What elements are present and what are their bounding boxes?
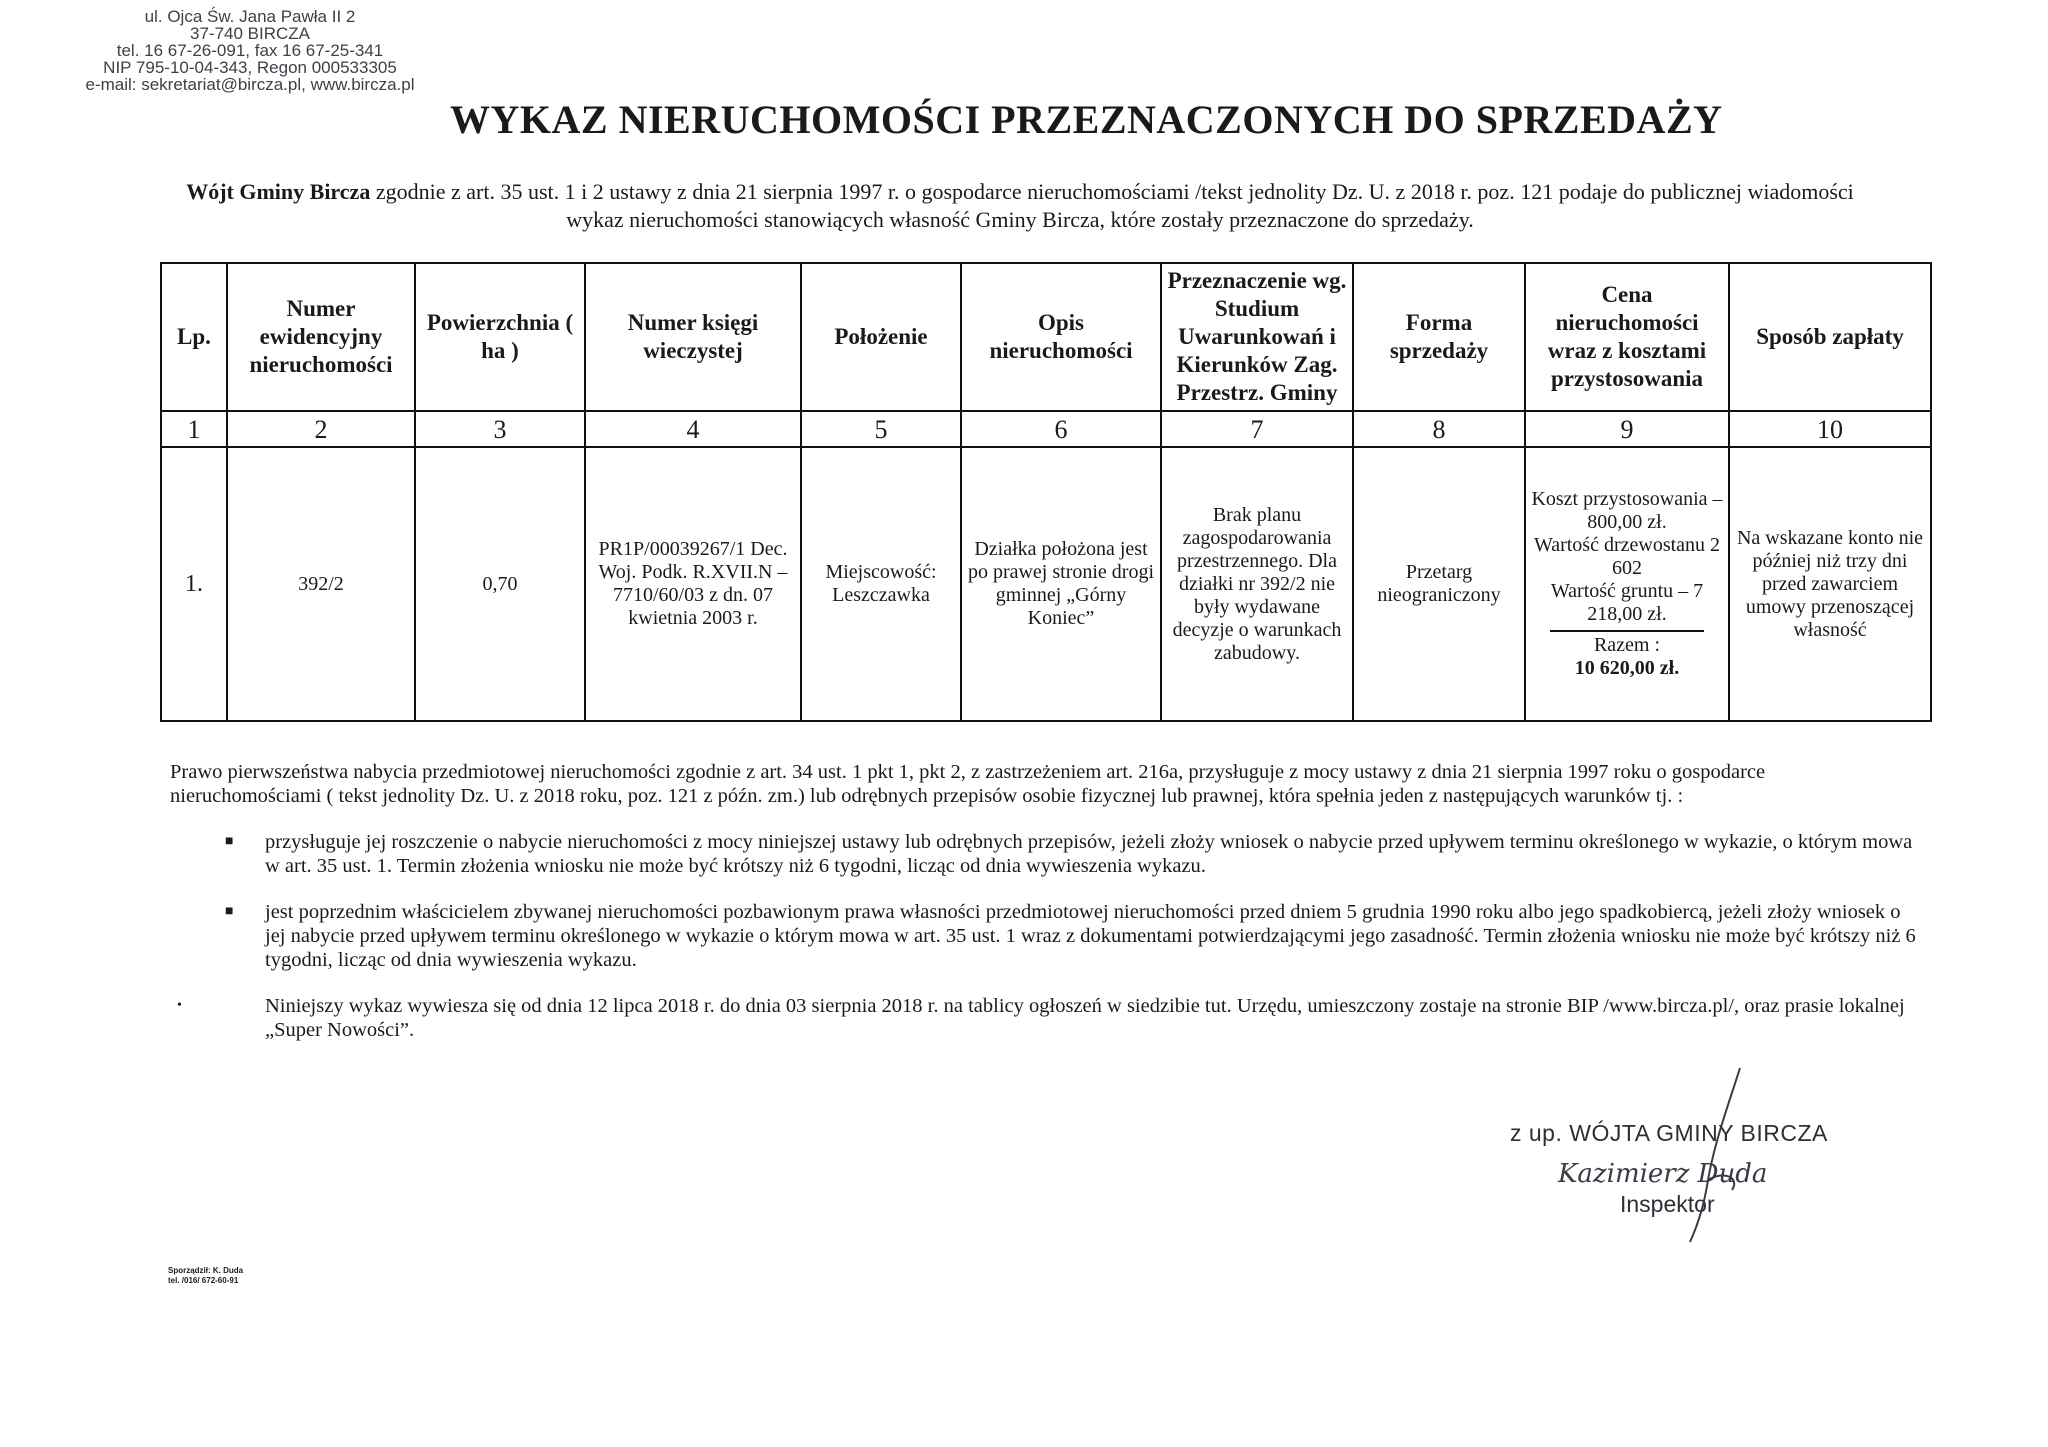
col-number: 8 [1353, 411, 1525, 447]
intro-text: zgodnie z art. 35 ust. 1 i 2 ustawy z dnia 21 sierpnia 1997 r. o gospodarce nieruchomościami /tekst jednolity Dz. U. z 2018 r. poz. 121 podaje do publicznej wiadomości wykaz nieruchomości stanowiących własność Gminy Bircza, które zostały przeznaczone do sprzedaży. [370, 179, 1854, 232]
cell-nr-ewid: 392/2 [227, 447, 415, 721]
intro-issuer: Wójt Gminy Bircza [186, 179, 371, 204]
cell-lp: 1. [161, 447, 227, 721]
bullet-dot-icon: • [177, 998, 182, 1013]
condition-item [170, 900, 1920, 972]
header-forma: Forma sprzedaży [1353, 263, 1525, 411]
cell-cena [1525, 447, 1729, 721]
col-number: 2 [227, 411, 415, 447]
stamp-address: ul. Ojca Św. Jana Pawła II 2 [144, 7, 356, 26]
header-ksiega: Numer księgi wieczystej [585, 263, 801, 411]
prepared-by-phone: tel. /016/ 672-60-91 [168, 1276, 239, 1285]
col-number: 4 [585, 411, 801, 447]
cell-ksiega: PR1P/00039267/1 Dec. Woj. Podk. R.XVII.N – 7710/60/03 z dn. 07 kwietnia 2003 r. [585, 447, 801, 721]
price-divider [1550, 630, 1704, 632]
col-number: 6 [961, 411, 1161, 447]
cena-grunt: Wartość gruntu – 7 218,00 zł. [1550, 580, 1704, 625]
cena-razem-label: Razem : [1593, 634, 1661, 656]
cena-razem: 10 620,00 zł. [1574, 657, 1680, 679]
col-number: 10 [1729, 411, 1931, 447]
cell-polozenie: Miejscowość: Leszczawka [801, 447, 961, 721]
bullet-square-icon: ■ [225, 834, 234, 849]
stamp-nip: NIP 795-10-04-343, Regon 000533305 [103, 58, 397, 77]
col-number: 9 [1525, 411, 1729, 447]
header-polozenie: Położenie [801, 263, 961, 411]
cell-forma: Przetarg nieograniczony [1353, 447, 1525, 721]
posting-text: Niniejszy wykaz wywiesza się od dnia 12 lipca 2018 r. do dnia 03 sierpnia 2018 r. na tablicy ogłoszeń w siedzibie tut. Urzędu, umieszczony zostaje na stronie BIP /www.bircza.pl/, oraz prasie lokalnej „Super Nowości”. [265, 995, 1905, 1041]
cena-koszt: Koszt przystosowania – 800,00 zł. [1531, 488, 1723, 533]
condition-text: jest poprzednim właścicielem zbywanej nieruchomości pozbawionym prawa własności przedmiotowej nieruchomości przed dniem 5 grudnia 1990 roku albo jego spadkobiercą, jeżeli złoży wniosek o jej nabycie przed upływem terminu określonego w wykazie o którym mowa w art. 35 ust. 1 wraz z dokumentami potwierdzającymi jego zasadność. Termin złożenia wniosku nie może być krótszy niż 6 tygodni, licząc od dnia wywieszenia wykazu. [265, 901, 1916, 971]
cell-opis: Działka położona jest po prawej stronie drogi gminnej „Górny Koniec” [961, 447, 1161, 721]
signature-position: Inspektor [1620, 1191, 1715, 1217]
table-header-row [161, 263, 1931, 411]
prepared-by: Sporządził: K. Duda [168, 1266, 244, 1275]
office-stamp [70, 8, 430, 93]
header-nr-ewid: Numer ewidencyjny nieruchomości [227, 263, 415, 411]
cell-powierzchnia: 0,70 [415, 447, 585, 721]
cell-zaplata: Na wskazane konto nie później niż trzy dni przed zawarciem umowy przenoszącej własność [1729, 447, 1931, 721]
col-number: 5 [801, 411, 961, 447]
signature-authority: z up. WÓJTA GMINY BIRCZA [1510, 1120, 1828, 1146]
handwritten-signature-icon [1670, 1060, 1790, 1250]
header-opis: Opis nieruchomości [961, 263, 1161, 411]
condition-item [170, 830, 1920, 878]
header-cena: Cena nieruchomości wraz z kosztami przystosowania [1525, 263, 1729, 411]
stamp-phone: tel. 16 67-26-091, fax 16 67-25-341 [116, 41, 384, 60]
intro-paragraph [170, 178, 1870, 234]
stamp-email: e-mail: sekretariat@bircza.pl, www.bircza.pl [85, 75, 415, 94]
property-table [160, 262, 1932, 722]
header-powierzchnia: Powierzchnia ( ha ) [415, 263, 585, 411]
legal-text [170, 760, 1920, 1042]
cena-drzewostan: Wartość drzewostanu 2 602 [1533, 534, 1721, 579]
header-zaplata: Sposób zapłaty [1729, 263, 1931, 411]
col-number: 7 [1161, 411, 1353, 447]
preemption-paragraph: Prawo pierwszeństwa nabycia przedmiotowej nieruchomości zgodnie z art. 34 ust. 1 pkt 1, pkt 2, z zastrzeżeniem art. 216a, przysługuje z mocy ustawy z dnia 21 sierpnia 1997 roku o gospodarce nieruchomościami ( tekst jednolity Dz. U. z 2018 roku, poz. 121 z późn. zm.) lub odrębnych przepisów osobie fizycznej lub prawnej, która spełnia jeden z następujących warunków tj. : [170, 761, 1766, 807]
table-number-row [161, 411, 1931, 447]
table-row [161, 447, 1931, 721]
document-title: WYKAZ NIERUCHOMOŚCI PRZEZNACZONYCH DO SPRZEDAŻY [450, 97, 1723, 142]
prepared-by-note [168, 1266, 243, 1286]
signature-name: Kazimierz Duda [1558, 1159, 1768, 1189]
signature-block [1510, 1120, 1850, 1218]
header-lp: Lp. [161, 263, 227, 411]
header-przeznaczenie: Przeznaczenie wg. Studium Uwarunkowań i Kierunków Zag. Przestrz. Gminy [1161, 263, 1353, 411]
stamp-city: 37-740 BIRCZA [190, 24, 310, 43]
col-number: 1 [161, 411, 227, 447]
cell-przeznaczenie: Brak planu zagospodarowania przestrzennego. Dla działki nr 392/2 nie były wydawane decyzje o warunkach zabudowy. [1161, 447, 1353, 721]
col-number: 3 [415, 411, 585, 447]
bullet-square-icon: ■ [225, 904, 234, 919]
posting-notice [170, 994, 1920, 1042]
condition-text: przysługuje jej roszczenie o nabycie nieruchomości z mocy niniejszej ustawy lub odrębnych przepisów, jeżeli złoży wniosek o nabycie przed upływem terminu określonego w wykazie, o którym mowa w art. 35 ust. 1. Termin złożenia wniosku nie może być krótszy niż 6 tygodni, licząc od dnia wywieszenia wykazu. [265, 831, 1913, 877]
